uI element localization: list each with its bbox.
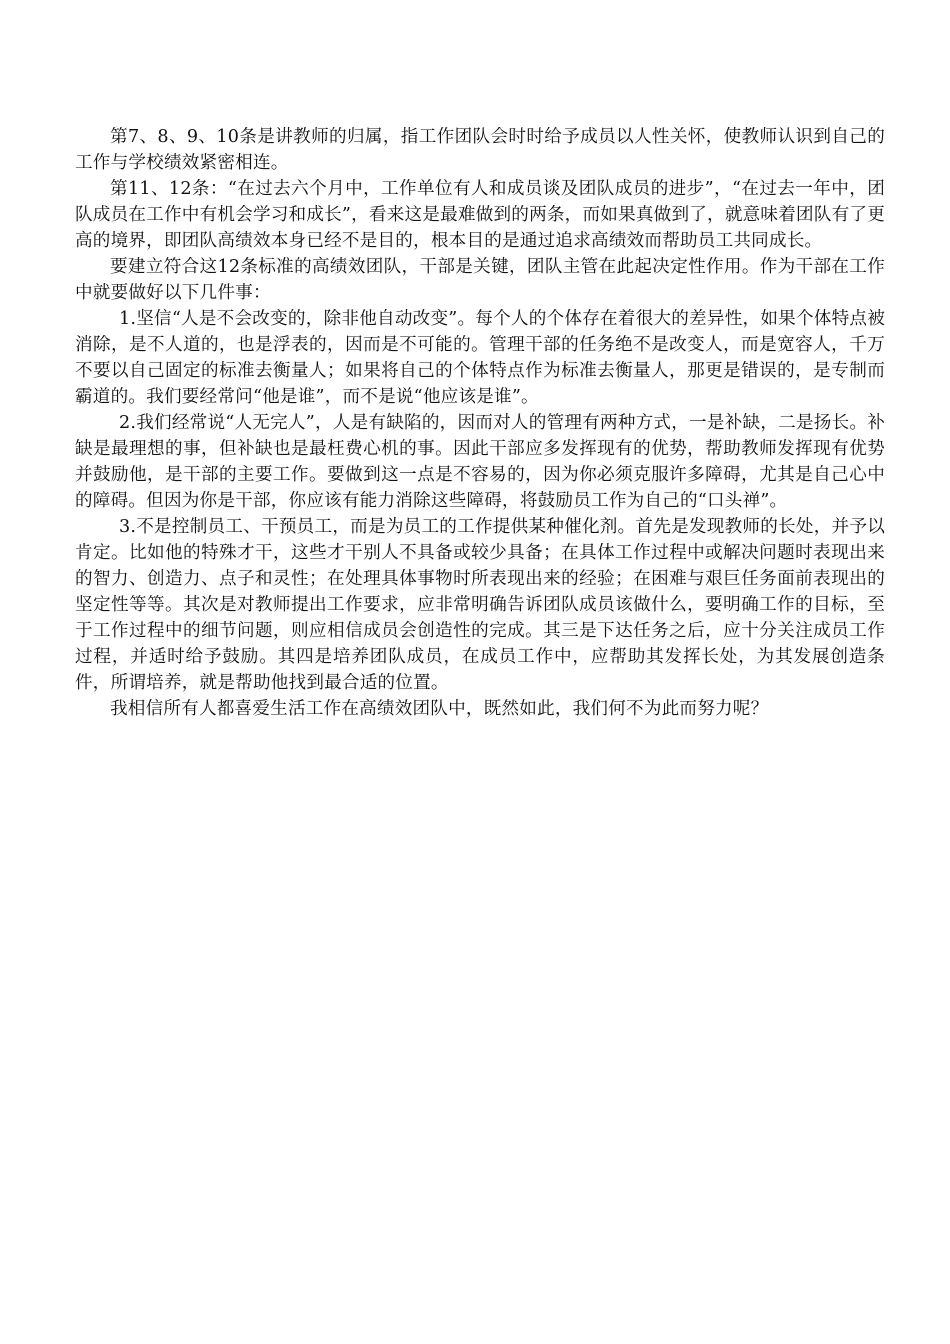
- paragraph-conclusion: 我相信所有人都喜爱生活工作在高绩效团队中，既然如此，我们何不为此而努力呢？: [110, 699, 769, 719]
- paragraph-point-2: 2.我们经常说“人无完人”，人是有缺陷的，因而对人的管理有两种方式，一是补缺，二是扬长。补缺是最理想的事，但补缺也是最枉费心机的事。因此干部应多发挥现有的优势，帮助教师发挥现有优势并鼓励他，是干部的主要工作。要做到这一点是不容易的，因为你必须克服许多障碍，尤其是自己心中的障碍。但因为你是干部，你应该有能力消除这些障碍，将鼓励员工作为自己的“口头禅”。: [75, 413, 885, 511]
- paragraph-teacher-belonging: 第7、8、9、10条是讲教师的归属，指工作团队会时时给予成员以人性关怀，使教师认识到自己的工作与学校绩效紧密相连。: [75, 127, 885, 173]
- paragraph-point-3: 3.不是控制员工、干预员工，而是为员工的工作提供某种催化剂。首先是发现教师的长处，并予以肯定。比如他的特殊才干，这些才干别人不具备或较少具备；在具体工作过程中或解决问题时表现出来的智力、创造力、点子和灵性；在处理具体事物时所表现出来的经验；在困难与艰巨任务面前表现出的坚定性等等。其次是对教师提出工作要求，应非常明确告诉团队成员该做什么，要明确工作的目标，至于工作过程中的细节问题，则应相信成员会创造性的完成。其三是下达任务之后，应十分关注成员工作过程，并适时给予鼓励。其四是培养团队成员，在成员工作中，应帮助其发挥长处，为其发展创造条件，所谓培养，就是帮助他找到最合适的位置。: [75, 517, 885, 693]
- paragraph-point-1: 1.坚信“人是不会改变的，除非他自动改变”。每个人的个体存在着很大的差异性，如果个体特点被消除，是不人道的，也是浮表的，因而是不可能的。管理干部的任务绝不是改变人，而是宽容人，千万不要以自己固定的标准去衡量人；如果将自己的个体特点作为标准去衡量人，那更是错误的，是专制而霸道的。我们要经常问“他是谁”，而不是说“他应该是谁”。: [75, 309, 885, 407]
- document-body: [75, 124, 885, 722]
- paragraph-items-11-12: 第11、12条：“在过去六个月中，工作单位有人和成员谈及团队成员的进步”，“在过去一年中，团队成员在工作中有机会学习和成长”，看来这是最难做到的两条，而如果真做到了，就意味着团队有了更高的境界，即团队高绩效本身已经不是目的，根本目的是通过追求高绩效而帮助员工共同成长。: [75, 179, 885, 251]
- paragraph-cadre-role: 要建立符合这12条标准的高绩效团队，干部是关键，团队主管在此起决定性作用。作为干部在工作中就要做好以下几件事：: [75, 257, 885, 303]
